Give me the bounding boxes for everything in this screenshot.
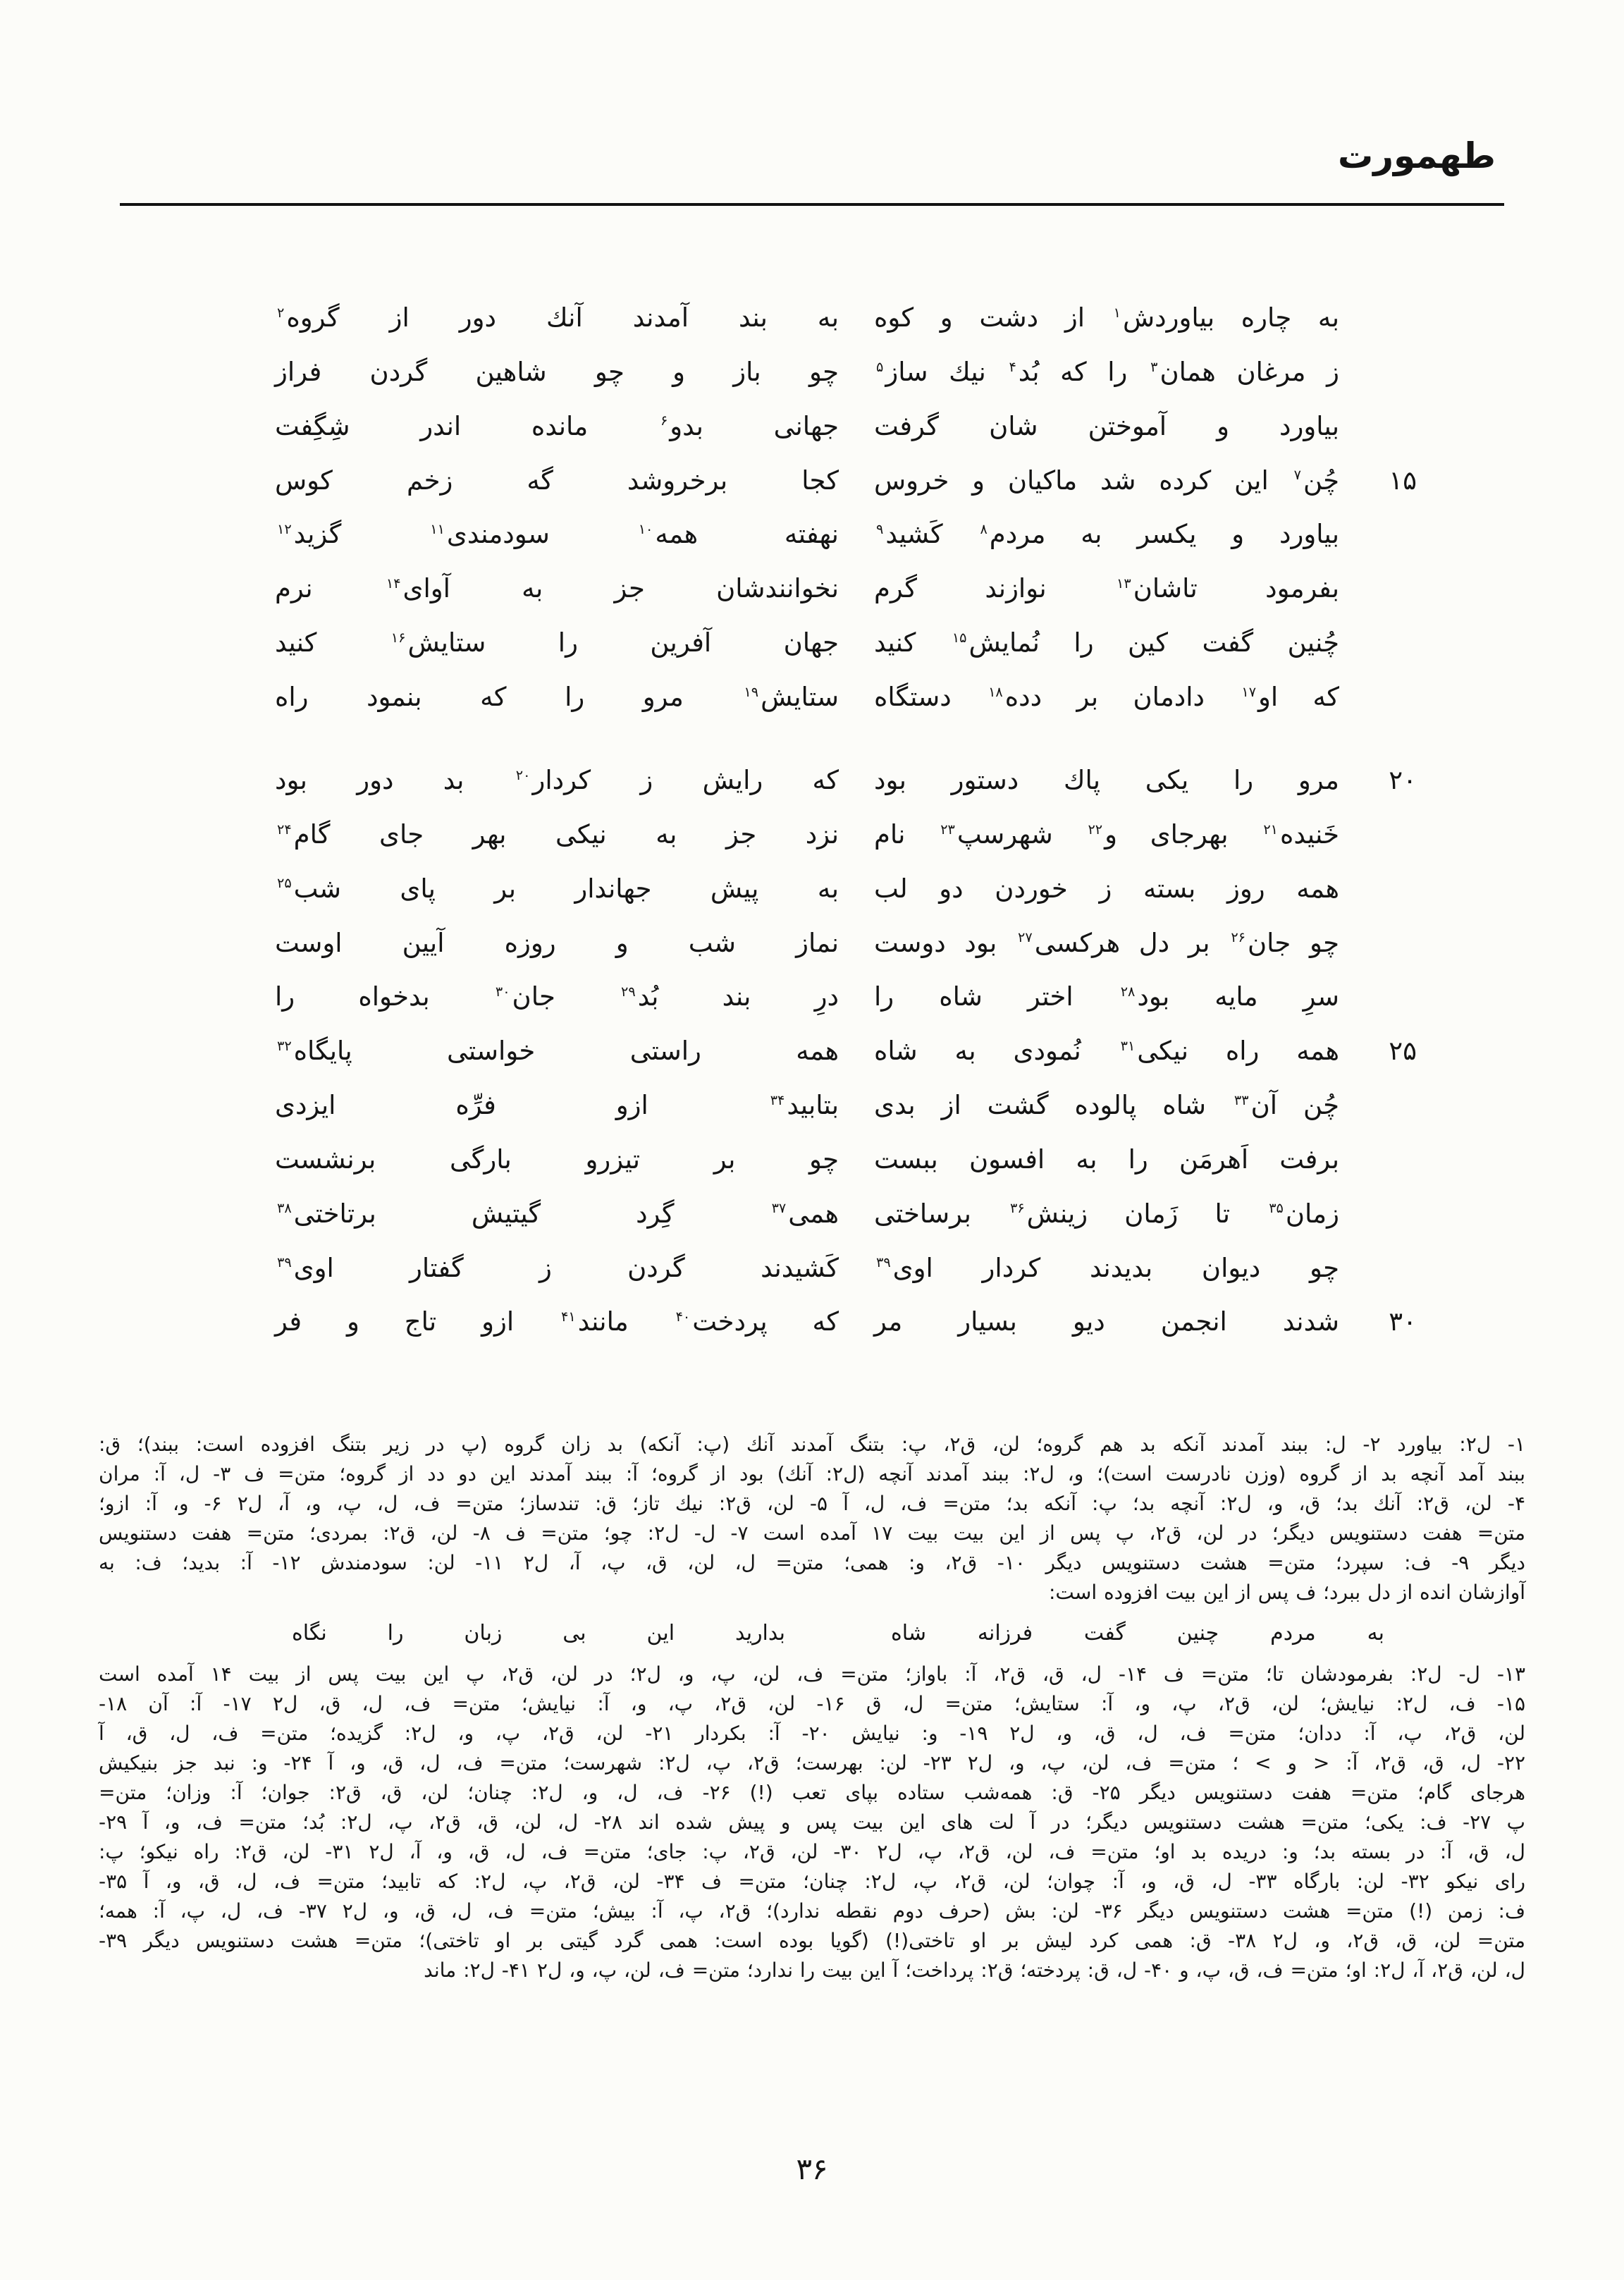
- apparatus-line: هرجای گام؛ متن= هفت دستنویس دیگر ۲۵- ق: همه‌شب ستاده بپای تعب (!) ۲۶- ف، ل، و، ل۲: چنان؛ لن، ق، ق۲: جوان؛ آ: وزان؛ متن=: [99, 1781, 1525, 1804]
- second-hemistich: کجا برخروشد گه زخم کوس: [275, 465, 839, 496]
- second-hemistich: چو باز و چو شاهین گردن فراز: [275, 356, 839, 387]
- second-hemistich: همی$^{۳۷}$ گِرد گیتیش برتاختی$^{۳۸}$: [277, 1198, 839, 1229]
- running-header-title: طهمورت: [1338, 135, 1496, 176]
- second-hemistich: به پیش جهاندار بر پای شب$^{۲۵}$: [277, 873, 839, 904]
- first-hemistich: ز مرغان همان$^۳$ را که بُد$^۴$ نیك ساز$^۵$: [876, 356, 1339, 387]
- second-hemistich: که پردخت$^{۴۰}$ مانند$^{۴۱}$ ازو تاج و فر: [275, 1306, 839, 1337]
- verse-line: [275, 681, 1417, 712]
- apparatus-line: ل، لن، ق۲، آ، ل۲: او؛ متن= ف، ق، پ، و ۴۰- ل، ق: پردخته؛ ق۲: پرداخت؛ آ این بیت را ندارد؛ متن= ف، لن، پ، و، ل۲ ۴۱- ل۲: ماند: [424, 1959, 1525, 1982]
- first-hemistich: خَنیده$^{۲۱}$ بهرجای و$^{۲۲}$ شهرسپ$^{۲۳}$ نام: [874, 819, 1339, 850]
- quoted-first-hemistich: به مردم چنین گفت فرزانه شاه: [891, 1621, 1384, 1645]
- first-hemistich: مرو را یکی پاك دستور بود: [874, 765, 1339, 795]
- first-hemistich: چُن$^۷$ این کرده شد ماکیان و خروس: [874, 465, 1339, 496]
- verse-line: [275, 821, 1417, 849]
- apparatus-line: متن= هفت دستنویس دیگر؛ در لن، ق۲، پ پس از این بیت بیت ۱۷ آمده است ۷- ل- ل۲: چو؛ متن= ف ۸- لن، ق۲: بمردی؛ متن= هفت دستنویس: [99, 1521, 1525, 1545]
- first-hemistich: زمان$^{۳۵}$ تا زَمان زینش$^{۳۶}$ برساختی: [874, 1198, 1339, 1229]
- apparatus-line: لن، ق۲، پ، آ: ددان؛ متن= ف، ل، ق، و، ل۲ ۱۹- و: نیایش ۲۰- آ: بکردار ۲۱- لن، ق۲، پ، و، ل۲: گزیده؛ متن= ف، ل، ق، آ: [99, 1722, 1526, 1745]
- second-hemistich: نزد جز به نیکی بهر جای گام$^{۲۴}$: [277, 819, 839, 850]
- apparatus-line: ۱۳- ل- ل۲: بفرمودشان تا؛ متن= ف ۱۴- ل، ق، ق۲، آ: باواز؛ متن= ف، لن، پ، و، ل۲؛ در لن، ق۲، پ این بیت پس از بیت ۱۴ آمده است: [99, 1662, 1525, 1686]
- verse-line: [275, 356, 1417, 387]
- second-hemistich: کَشیدند گردن ز گفتار اوی$^{۳۹}$: [277, 1252, 839, 1283]
- quoted-second-hemistich: بدارید این بی زبان را نگاه: [292, 1621, 785, 1645]
- second-hemistich: درِ بند بُد$^{۲۹}$ جان$^{۳۰}$ بدخواه را: [275, 981, 839, 1012]
- verse-line: [275, 1308, 1417, 1336]
- verse-number: ۲۵: [1389, 1036, 1417, 1067]
- first-hemistich: چو جان$^{۲۶}$ بر دل هرکسی$^{۲۷}$ بود دوست: [874, 927, 1340, 958]
- apparatus-line: ببند آمد آنچه بد از گروه (وزن نادرست است)؛ و، ل۲: ببند آمدند آنچه (ل۲: آنك) بود از گروه؛ آ: ببند آمدند این دو دد از گروه؛ متن= ف ۳- ل، آ: مران: [99, 1462, 1526, 1485]
- first-hemistich: برفت اَهرمَن را به افسون ببست: [874, 1144, 1339, 1175]
- first-hemistich: بیاورد و آموختن شان گرفت: [874, 410, 1339, 441]
- verse-line: [275, 467, 1417, 495]
- second-hemistich: همه راستی خواستی پایگاه$^{۳۲}$: [277, 1036, 839, 1067]
- verse-line: [275, 1198, 1417, 1229]
- verse-line: [275, 1038, 1417, 1065]
- verse-line: [275, 767, 1417, 795]
- first-hemistich: همه روز بسته ز خوردن دو لب: [874, 873, 1339, 904]
- second-hemistich: جهانی بدو$^۶$ مانده اندر شِگِفت: [275, 410, 839, 441]
- verse-line: [275, 627, 1417, 658]
- first-hemistich: چُنین گفت کین را نُمایش$^{۱۵}$ کنید: [874, 627, 1339, 658]
- second-hemistich: چو بر تیزرو بارگی برنشست: [275, 1144, 839, 1175]
- verse-line: [275, 983, 1417, 1011]
- verse-line: [275, 873, 1417, 904]
- first-hemistich: همه راه نیکی$^{۳۱}$ نُمودی به شاه: [874, 1036, 1339, 1067]
- poem-stanza-1: [275, 302, 1417, 738]
- apparatus-line: آوازشان انده از دل ببرد؛ ف پس از این بیت افزوده است:: [1048, 1581, 1525, 1604]
- page-number: ۳۶: [796, 2152, 828, 2186]
- second-hemistich: که رایش ز کردار$^{۲۰}$ بد دور بود: [275, 765, 839, 795]
- apparatus-line: ف: زمن (!) متن= هشت دستنویس دیگر ۳۶- لن: بش (حرف دوم نقطه ندارد)؛ ق۲، پ، آ: بیش؛ متن= ف، ل، ق، و، ل۲ ۳۷- ف، ل، پ، آ: همه؛: [99, 1899, 1525, 1923]
- second-hemistich: به بند آمدند آنك دور از گروه$^۲$: [277, 302, 839, 333]
- verse-number: ۳۰: [1389, 1306, 1417, 1337]
- apparatus-line: پ ۲۷- ف: یکی؛ متن= هشت دستنویس دیگر؛ در آ لت های این بیت پس و پیش شده اند ۲۸- ل، لن، ق، ق۲، پ، ل۲: بُد؛ متن= ف، و، آ ۲۹-: [99, 1810, 1525, 1834]
- first-hemistich: چو دیوان بدیدند کردار اوی$^{۳۹}$: [876, 1252, 1339, 1283]
- second-hemistich: نماز شب و روزه آیین اوست: [275, 927, 839, 958]
- header-rule: [120, 203, 1504, 206]
- second-hemistich: جهان آفرین را ستایش$^{۱۶}$ کنید: [275, 627, 839, 658]
- first-hemistich: چُن آن$^{۳۳}$ شاه پالوده گشت از بدی: [874, 1090, 1339, 1121]
- apparatus-line: ۱۵- ف، ل۲: نیایش؛ لن، ق۲، پ، و، آ: ستایش؛ متن= ل، ق ۱۶- لن، ق۲، پ، و، آ: نیایش؛ متن= ف، ل، ق، ل۲ ۱۷- آ: آن ۱۸-: [99, 1692, 1526, 1715]
- verse-line: [275, 575, 1417, 603]
- verse-line: [275, 1092, 1417, 1120]
- apparatus-line: متن= لن، ق، ق۲، و، ل۲ ۳۸- ق: همی کرد لیش بر او تاختی(!) (گویا بوده است: همی گرد گیتی بر او تاختی)؛ متن= هشت دستنویس دیگر ۳۹-: [99, 1929, 1525, 1952]
- first-hemistich: بیاورد و یکسر به مردم$^۸$ کَشید$^۹$: [876, 519, 1339, 550]
- apparatus-line: ۲۲- ل، ق، ق۲، آ: < و > ؛ متن= ف، لن، پ، و، ل۲ ۲۳- لن: بهرست؛ ق۲، پ، ل۲: شهرست؛ متن= ف، ل، ق، و، آ ۲۴- و: نبد جز بنیکیش: [99, 1751, 1526, 1775]
- verse-line: [275, 1252, 1417, 1283]
- apparatus-line: ۱- ل۲: بیاورد ۲- ل: ببند آمدند آنکه بد هم گروه؛ لن، ق۲، پ: بتنگ آمدند آنك (پ: آنکه) بد زان گروه (پ در زیر بتنگ افزوده است: ببند)؛ ق:: [99, 1433, 1525, 1456]
- quoted-verse: [99, 1619, 1384, 1648]
- verse-number: ۲۰: [1389, 765, 1417, 795]
- apparatus-line: ل، ق، آ: در بسته بد؛ و: دریده بد او؛ متن= ف، لن، ق۲، پ، ل۲ ۳۰- لن، ق۲، پ: جای؛ متن= ف، ل، ق، و، آ، ل۲ ۳۱- لن، ق۲: راه نیکو؛ پ:: [99, 1840, 1526, 1863]
- second-hemistich: نخوانندشان جز به آوای$^{۱۴}$ نرم: [275, 573, 839, 604]
- critical-apparatus: [99, 1430, 1525, 1985]
- verse-line: [275, 521, 1417, 548]
- apparatus-line: دیگر ۹- ف: سپرد؛ متن= هشت دستنویس دیگر ۱۰- ق۲، و: همی؛ متن= ل، لن، ق، پ، آ، ل۲ ۱۱- لن: سودمندش ۱۲- آ: بدید؛ ف: به: [99, 1551, 1525, 1574]
- second-hemistich: بتابید$^{۳۴}$ ازو فرِّه ایزدی: [275, 1090, 839, 1121]
- verse-line: [275, 927, 1417, 958]
- first-hemistich: شدند انجمن دیو بسیار مر: [874, 1306, 1339, 1337]
- apparatus-line: ۴- لن، ق۲: آنك بد؛ ق، و، ل۲: آنچه بد؛ پ: آنکه بد؛ متن= ف، ل، آ ۵- لن، ق۲: نیك تاز؛ ق: تندساز؛ متن= ف، ل، پ، و، آ، ل۲ ۶- و، آ: ازو؛: [99, 1492, 1525, 1515]
- poem-stanza-2: [275, 767, 1417, 1363]
- verse-line: [275, 1146, 1417, 1174]
- second-hemistich: ستایش$^{۱۹}$ مرو را که بنمود راه: [275, 681, 839, 712]
- first-hemistich: بفرمود تاشان$^{۱۳}$ نوازند گرم: [874, 573, 1339, 604]
- first-hemistich: سرِ مایه بود$^{۲۸}$ اختر شاه را: [874, 981, 1339, 1012]
- verse-number: ۱۵: [1389, 465, 1417, 496]
- first-hemistich: به چاره بیاوردش$^۱$ از دشت و کوه: [874, 302, 1340, 333]
- second-hemistich: نهفته همه$^{۱۰}$ سودمندی$^{۱۱}$ گزید$^{۱۲}$: [277, 519, 839, 550]
- apparatus-line: رای نیکو ۳۲- لن: بارگاه ۳۳- ل، ق، و، آ: چوان؛ لن، ق۲، پ، ل۲: چنان؛ متن= ف ۳۴- لن، ق۲، پ، ل۲: که تابید؛ متن= ف، ل، ق، و، آ ۳۵-: [99, 1870, 1526, 1893]
- verse-line: [275, 410, 1417, 441]
- verse-line: [275, 302, 1417, 333]
- first-hemistich: که او$^{۱۷}$ دادمان بر دده$^{۱۸}$ دستگاه: [874, 681, 1339, 712]
